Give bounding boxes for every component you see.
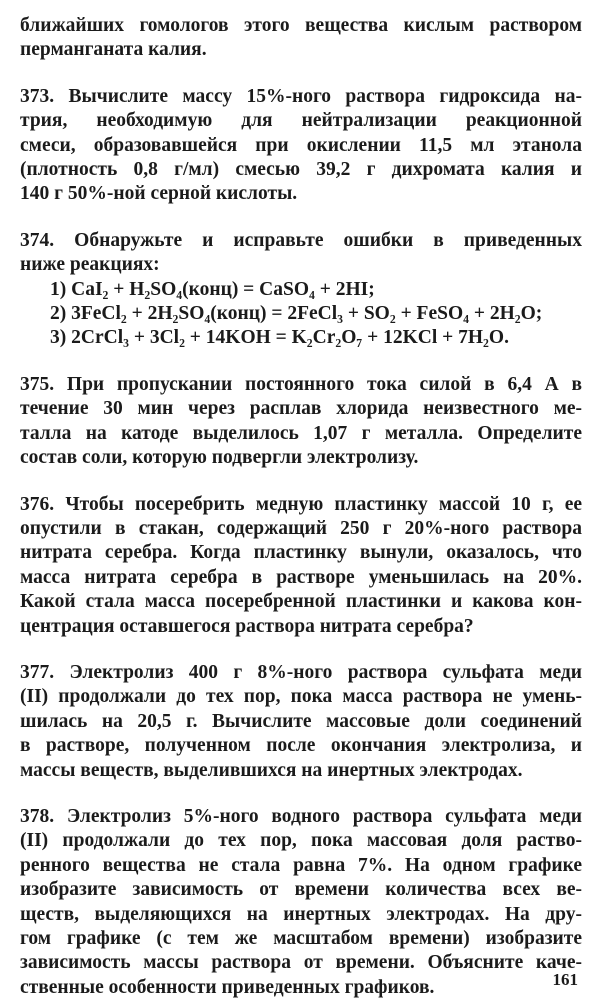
text-line: масса нитрата серебра в растворе уменьшилась на 20%. <box>20 566 582 588</box>
text-line: состав соли, которую подвергли электролизу. <box>20 447 419 469</box>
problem-number: 373. <box>20 85 55 107</box>
problem-number: 376. <box>20 493 55 515</box>
text-line: ниже реакциях: <box>20 254 160 276</box>
page-number: 161 <box>552 970 578 989</box>
text-line: Электролиз 400 г 8%-ного раствора сульфата меди <box>69 661 582 683</box>
text-line: (II) продолжали до тех пор, пока массовая доля раство- <box>20 830 582 852</box>
text-line: Вычислите массу 15%-ного раствора гидроксида на- <box>68 85 583 107</box>
intro-paragraph <box>20 14 582 63</box>
equation-2: 2) 3FeCl₂ + 2H₂SO₄(конц) = 2FeCl₃ + SO₂ + FeSO₄ + 2H₂O; <box>50 303 543 325</box>
text-line: Электролиз 5%-ного водного раствора сульфата меди <box>66 805 583 827</box>
text-line: центрация оставшегося раствора нитрата серебра? <box>20 615 474 637</box>
text-line: ществ, выделяющихся на инертных электродах. На дру- <box>20 903 582 925</box>
problem-number: 375. <box>20 373 55 395</box>
problem-373 <box>20 85 582 207</box>
equation-3: 3) 2CrCl₃ + 3Cl₂ + 14KOH = K₂Cr₂O₇ + 12KCl + 7H₂O. <box>50 327 509 349</box>
problem-number: 378. <box>20 805 55 827</box>
text-line: нитрата серебра. Когда пластинку вынули, оказалось, что <box>20 542 582 564</box>
problem-374 <box>20 229 582 351</box>
text-line: Какой стала масса посеребренной пластинки и какова кон- <box>20 591 582 613</box>
problem-376 <box>20 493 582 639</box>
text-line: шилась на 20,5 г. Вычислите массовые доли соединений <box>20 710 582 732</box>
problem-number: 374. <box>20 229 55 251</box>
text-line: течение 30 мин через расплав хлорида неизвестного ме- <box>20 398 582 420</box>
text-line: При пропускании постоянного тока силой в 6,4 А в <box>66 373 582 395</box>
text-line: зависимость массы раствора от времени. Объясните каче- <box>20 952 582 974</box>
problem-375 <box>20 373 582 471</box>
text-line: в растворе, полученном после окончания электролиза, и <box>20 735 582 757</box>
text-line: опустили в стакан, содержащий 250 г 20%-ного раствора <box>20 517 582 539</box>
text-line: (плотность 0,8 г/мл) смесью 39,2 г дихромата калия и <box>20 159 582 181</box>
text-line: гом графике (с тем же масштабом времени) изобразите <box>20 928 582 949</box>
text-line: перманганата калия. <box>20 39 207 61</box>
problem-378 <box>20 805 582 1000</box>
text-line: ренного вещества не стала равна 7%. На одном графике <box>20 854 582 876</box>
text-line: трия, необходимую для нейтрализации реакционной <box>20 110 582 132</box>
text-line: изобразите зависимость от времени количества всех ве- <box>20 879 582 901</box>
text-line: массы веществ, выделившихся на инертных электродах. <box>20 759 523 781</box>
text-line: смеси, образовавшейся при окислении 11,5 мл этанола <box>20 134 582 156</box>
text-line: Обнаружьте и исправьте ошибки в приведенных <box>74 229 583 251</box>
text-line: Чтобы посеребрить медную пластинку массой 10 г, ее <box>65 493 583 515</box>
text-line: ственные особенности приведенных графиков. <box>20 976 435 998</box>
text-line: талла на катоде выделилось 1,07 г металла. Определите <box>20 422 582 444</box>
equation-1: 1) CaI₂ + H₂SO₄(конц) = CaSO₄ + 2HI; <box>50 278 375 300</box>
text-line: 140 г 50%-ной серной кислоты. <box>20 183 298 205</box>
text-line: ближайших гомологов этого вещества кислым раствором <box>20 15 582 36</box>
text-line: (II) продолжали до тех пор, пока масса раствора не умень- <box>20 686 582 708</box>
problem-377 <box>20 661 582 783</box>
problem-number: 377. <box>20 661 55 683</box>
